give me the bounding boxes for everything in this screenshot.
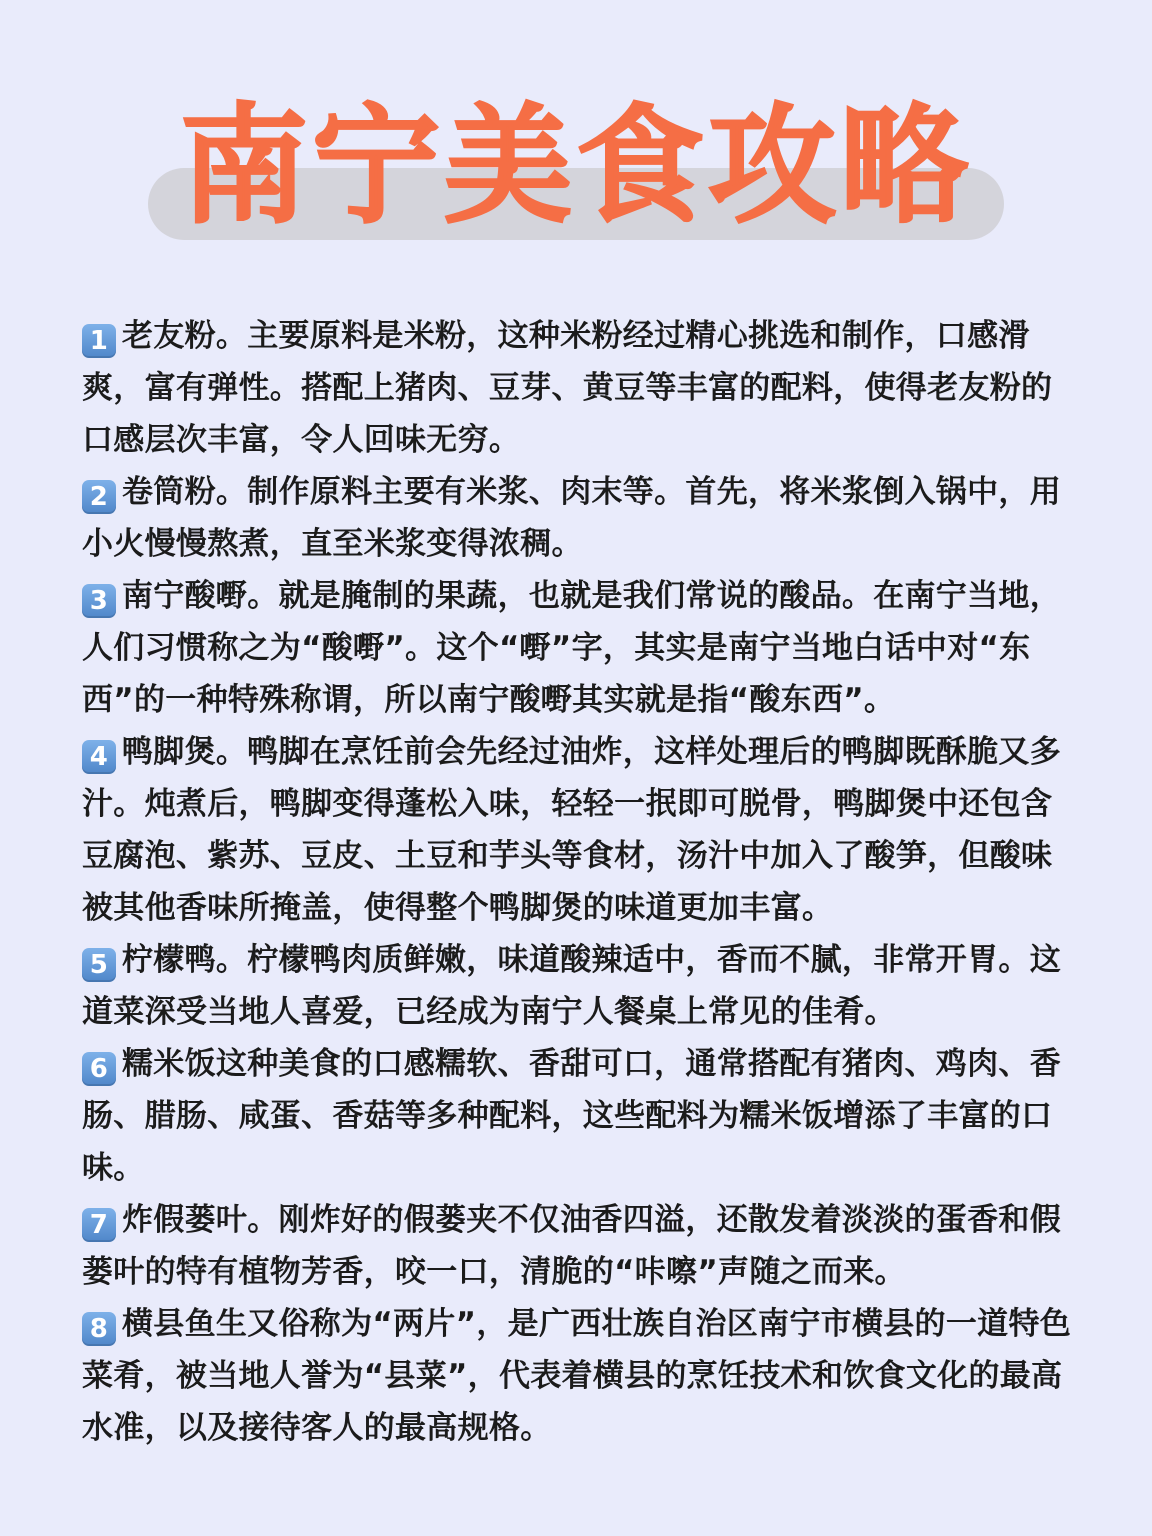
item-text: 老友粉。主要原料是米粉，这种米粉经过精心挑选和制作，口感滑爽，富有弹性。搭配上猪肉、豆芽、黄豆等丰富的配料，使得老友粉的口感层次丰富，令人回味无穷。 [82,318,1053,458]
item-text: 卷筒粉。制作原料主要有米浆、肉末等。首先，将米浆倒入锅中，用小火慢慢熬煮，直至米浆变得浓稠。 [82,474,1061,562]
list-item [82,310,1082,466]
number-badge-icon: 1 [82,324,116,358]
page-title: 南宁美食攻略 [179,92,972,241]
item-text: 南宁酸嘢。就是腌制的果蔬，也就是我们常说的酸品。在南宁当地，人们习惯称之为“酸嘢”。这个“嘢”字，其实是南宁当地白话中对“东西”的一种特殊称谓，所以南宁酸嘢其实就是指“酸东西”。 [82,578,1061,718]
list-item [82,466,1082,570]
number-badge-icon: 4 [82,740,116,774]
number-badge-icon: 7 [82,1208,116,1242]
number-badge-icon: 2 [82,480,116,514]
number-badge-icon: 6 [82,1052,116,1086]
list-item [82,1298,1082,1454]
number-badge-icon: 8 [82,1312,116,1346]
list-item [82,1194,1082,1298]
title-banner [148,92,1004,252]
item-text: 炸假蒌叶。刚炸好的假蒌夹不仅油香四溢，还散发着淡淡的蛋香和假蒌叶的特有植物芳香，咬一口，清脆的“咔嚓”声随之而来。 [82,1202,1061,1290]
item-text: 柠檬鸭。柠檬鸭肉质鲜嫩，味道酸辣适中，香而不腻，非常开胃。这道菜深受当地人喜爱，已经成为南宁人餐桌上常见的佳肴。 [82,942,1061,1030]
list-item [82,726,1082,934]
list-item [82,934,1082,1038]
list-item [82,570,1082,726]
number-badge-icon: 5 [82,948,116,982]
item-text: 鸭脚煲。鸭脚在烹饪前会先经过油炸，这样处理后的鸭脚既酥脆又多汁。炖煮后，鸭脚变得蓬松入味，轻轻一抿即可脱骨，鸭脚煲中还包含豆腐泡、紫苏、豆皮、土豆和芋头等食材，汤汁中加入了酸笋，但酸味被其他香味所掩盖，使得整个鸭脚煲的味道更加丰富。 [82,734,1061,926]
item-text: 糯米饭这种美食的口感糯软、香甜可口，通常搭配有猪肉、鸡肉、香肠、腊肠、咸蛋、香菇等多种配料，这些配料为糯米饭增添了丰富的口味。 [82,1046,1061,1186]
item-text: 横县鱼生又俗称为“两片”，是广西壮族自治区南宁市横县的一道特色菜肴，被当地人誉为“县菜”，代表着横县的烹饪技术和饮食文化的最高水准，以及接待客人的最高规格。 [82,1306,1072,1446]
number-badge-icon: 3 [82,584,116,618]
food-list [82,310,1082,1454]
list-item [82,1038,1082,1194]
